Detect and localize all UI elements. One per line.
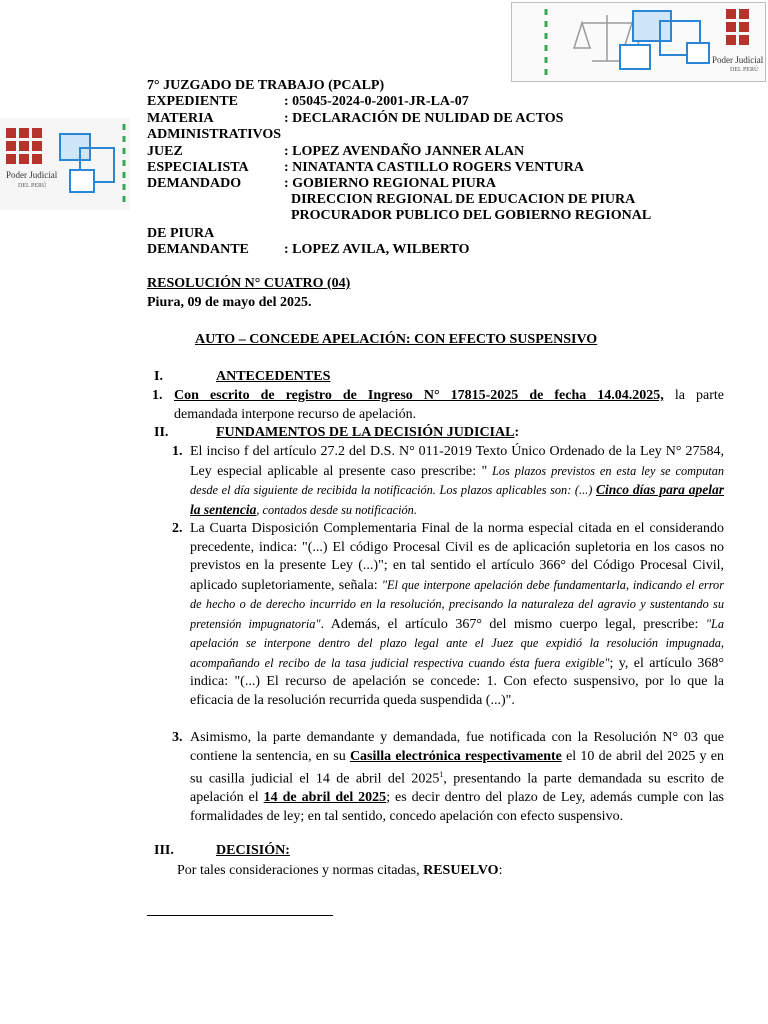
fundamento-3 xyxy=(190,729,724,826)
especialista-label: ESPECIALISTA xyxy=(147,160,249,175)
demandado-3: PROCURADOR PUBLICO DEL GOBIERNO REGIONAL xyxy=(291,208,652,223)
footnote-marker[interactable]: 1 xyxy=(439,770,444,779)
left-logo-caption: Poder Judicial xyxy=(6,170,58,180)
resolution-title: RESOLUCIÓN N° CUATRO (04) xyxy=(147,276,351,291)
materia-row xyxy=(147,111,707,127)
materia-continuation: ADMINISTRATIVOS xyxy=(147,127,282,142)
footnote-separator xyxy=(147,915,333,916)
fundamento-1 xyxy=(190,443,724,520)
poder-judicial-emblem-icon xyxy=(512,3,765,81)
antecedentes-item-bold: Con escrito de registro de Ingreso N° 17815-2025 de fecha 14.04.2025, xyxy=(174,388,664,403)
materia-label: MATERIA xyxy=(147,111,214,126)
fundamento-3-text-e: ; es decir dentro del plazo de Ley, además cumple con las formalidades de ley; en tal sentido, concedo apelación con efecto suspensivo. xyxy=(190,790,724,824)
section-1-title: ANTECEDENTES xyxy=(216,369,331,384)
fundamento-3-fecha: 14 de abril del 2025 xyxy=(263,790,387,806)
fundamento-2-text-c: ; y, el artículo 368° indica: "(...) El recurso de apelación se concede: 1. Con efecto suspensivo, por lo que la eficacia de la resolución recurrida queda suspendida (...)". xyxy=(190,655,724,708)
top-logo xyxy=(511,2,766,82)
section-2-number: II. xyxy=(154,425,169,440)
juez-row xyxy=(147,144,707,160)
demandante-value: : LOPEZ AVILA, WILBERTO xyxy=(284,242,470,257)
especialista-value: : NINATANTA CASTILLO ROGERS VENTURA xyxy=(284,160,585,175)
demandado-2: DIRECCION REGIONAL DE EDUCACION DE PIURA xyxy=(291,192,636,207)
decision-text-end: : xyxy=(498,863,503,878)
antecedentes-item xyxy=(174,387,724,424)
court-name: 7° JUZGADO DE TRABAJO (PCALP) xyxy=(147,78,385,93)
left-logo xyxy=(0,118,130,210)
section-2-title-wrap xyxy=(216,425,519,441)
fundamento-3-text: Asimismo, la parte demandante y demandada, fue notificada con la Resolución N° 03 que contiene la sentencia, en su xyxy=(190,730,724,764)
section-2-title-colon: : xyxy=(514,425,520,440)
antecedentes-item-rest-1: la parte xyxy=(663,388,724,403)
fundamento-3-text-d: , presentando la parte demandada su escrito de apelación el xyxy=(190,771,724,806)
top-logo-subcaption: DEL PERÚ xyxy=(730,67,759,73)
fundamento-1-bold-quote: Cinco días para apelar la sentencia xyxy=(190,482,725,517)
top-logo-caption: Poder Judicial xyxy=(712,55,764,65)
expediente-row xyxy=(147,94,707,110)
fundamento-2-number: 2. xyxy=(172,521,183,536)
section-1-number: I. xyxy=(154,369,163,384)
fundamento-1-number: 1. xyxy=(172,444,183,459)
antecedentes-item-number: 1. xyxy=(152,388,163,403)
fundamento-3-casilla: Casilla electrónica respectivamente xyxy=(349,748,562,764)
expediente-label: EXPEDIENTE xyxy=(147,94,239,109)
auto-title: AUTO – CONCEDE APELACIÓN: CON EFECTO SUSPENSIVO xyxy=(195,332,598,347)
fundamento-2-text-b: . Además, el artículo 367° del mismo cuerpo legal, prescribe: xyxy=(320,616,706,632)
section-3-number: III. xyxy=(154,843,174,858)
fundamento-2-text: La Cuarta Disposición Complementaria Final de la norma especial citada en el considerando precedente, indica: "(...) El código Procesal Civil es de aplicación supletoria en los casos no previstos en la presente Ley (...)"; en tal sentido el artículo 366° del Código Procesal Civil, aplicado supletoriamente, señala: xyxy=(190,521,724,593)
demandado-value: : GOBIERNO REGIONAL PIURA xyxy=(284,176,496,191)
demandado-3-continuation: DE PIURA xyxy=(147,226,215,241)
fundamento-1-text: El inciso f del artículo 27.2 del D.S. N° 011-2019 Texto Único Ordenado de la Ley N° 27584, Ley especial aplicable al presente caso prescribe: " xyxy=(190,444,724,479)
fundamento-3-number: 3. xyxy=(172,730,183,745)
especialista-row xyxy=(147,160,707,176)
section-2-title: FUNDAMENTOS DE LA DECISIÓN JUDICIAL xyxy=(216,425,515,440)
demandado-label: DEMANDADO xyxy=(147,176,242,191)
antecedentes-item-rest-2: demandada interpone recurso de apelación. xyxy=(174,406,417,422)
fundamento-3-text-c: el 10 de abril del 2025 y en su casilla judicial el 14 de abril del 2025 xyxy=(190,748,724,787)
decision-resuelvo: RESUELVO xyxy=(423,863,499,878)
juez-value: : LOPEZ AVENDAÑO JANNER ALAN xyxy=(284,144,525,159)
fundamento-2-quote-367: "La apelación se interpone dentro del plazo legal ante el Juez que expidió la resolución impugnada, acompañando el recibo de la tasa judicial respectiva cuando ésta fuera exigible" xyxy=(190,616,725,670)
demandado-row xyxy=(147,176,707,192)
juez-label: JUEZ xyxy=(147,144,183,159)
resolution-date: Piura, 09 de mayo del 2025. xyxy=(147,295,312,310)
materia-value: : DECLARACIÓN DE NULIDAD DE ACTOS xyxy=(284,111,564,126)
fundamento-2 xyxy=(190,520,724,710)
section-3-title: DECISIÓN: xyxy=(216,843,290,858)
fundamento-1-quote-end: , contados desde su notificación. xyxy=(256,502,417,517)
demandante-row xyxy=(147,242,707,258)
left-logo-subcaption: DEL PERÚ xyxy=(18,183,47,189)
poder-judicial-emblem-icon xyxy=(0,118,130,210)
fundamento-2-quote-366: "El que interpone apelación debe fundamentarla, indicando el error de hecho o de derecho incurrido en la resolución, precisando la naturaleza del agravio y sustentando su pretensión impugnatoria" xyxy=(190,577,724,631)
expediente-value: : 05045-2024-0-2001-JR-LA-07 xyxy=(284,94,469,109)
demandante-label: DEMANDANTE xyxy=(147,242,249,257)
decision-text-lead: Por tales consideraciones y normas citadas, xyxy=(177,863,424,878)
fundamento-1-quote: Los plazos previstos en esta ley se computan desde el día siguiente de recibida la notificación. Los plazos aplicables son: (...) xyxy=(190,463,724,497)
decision-text xyxy=(177,862,502,881)
